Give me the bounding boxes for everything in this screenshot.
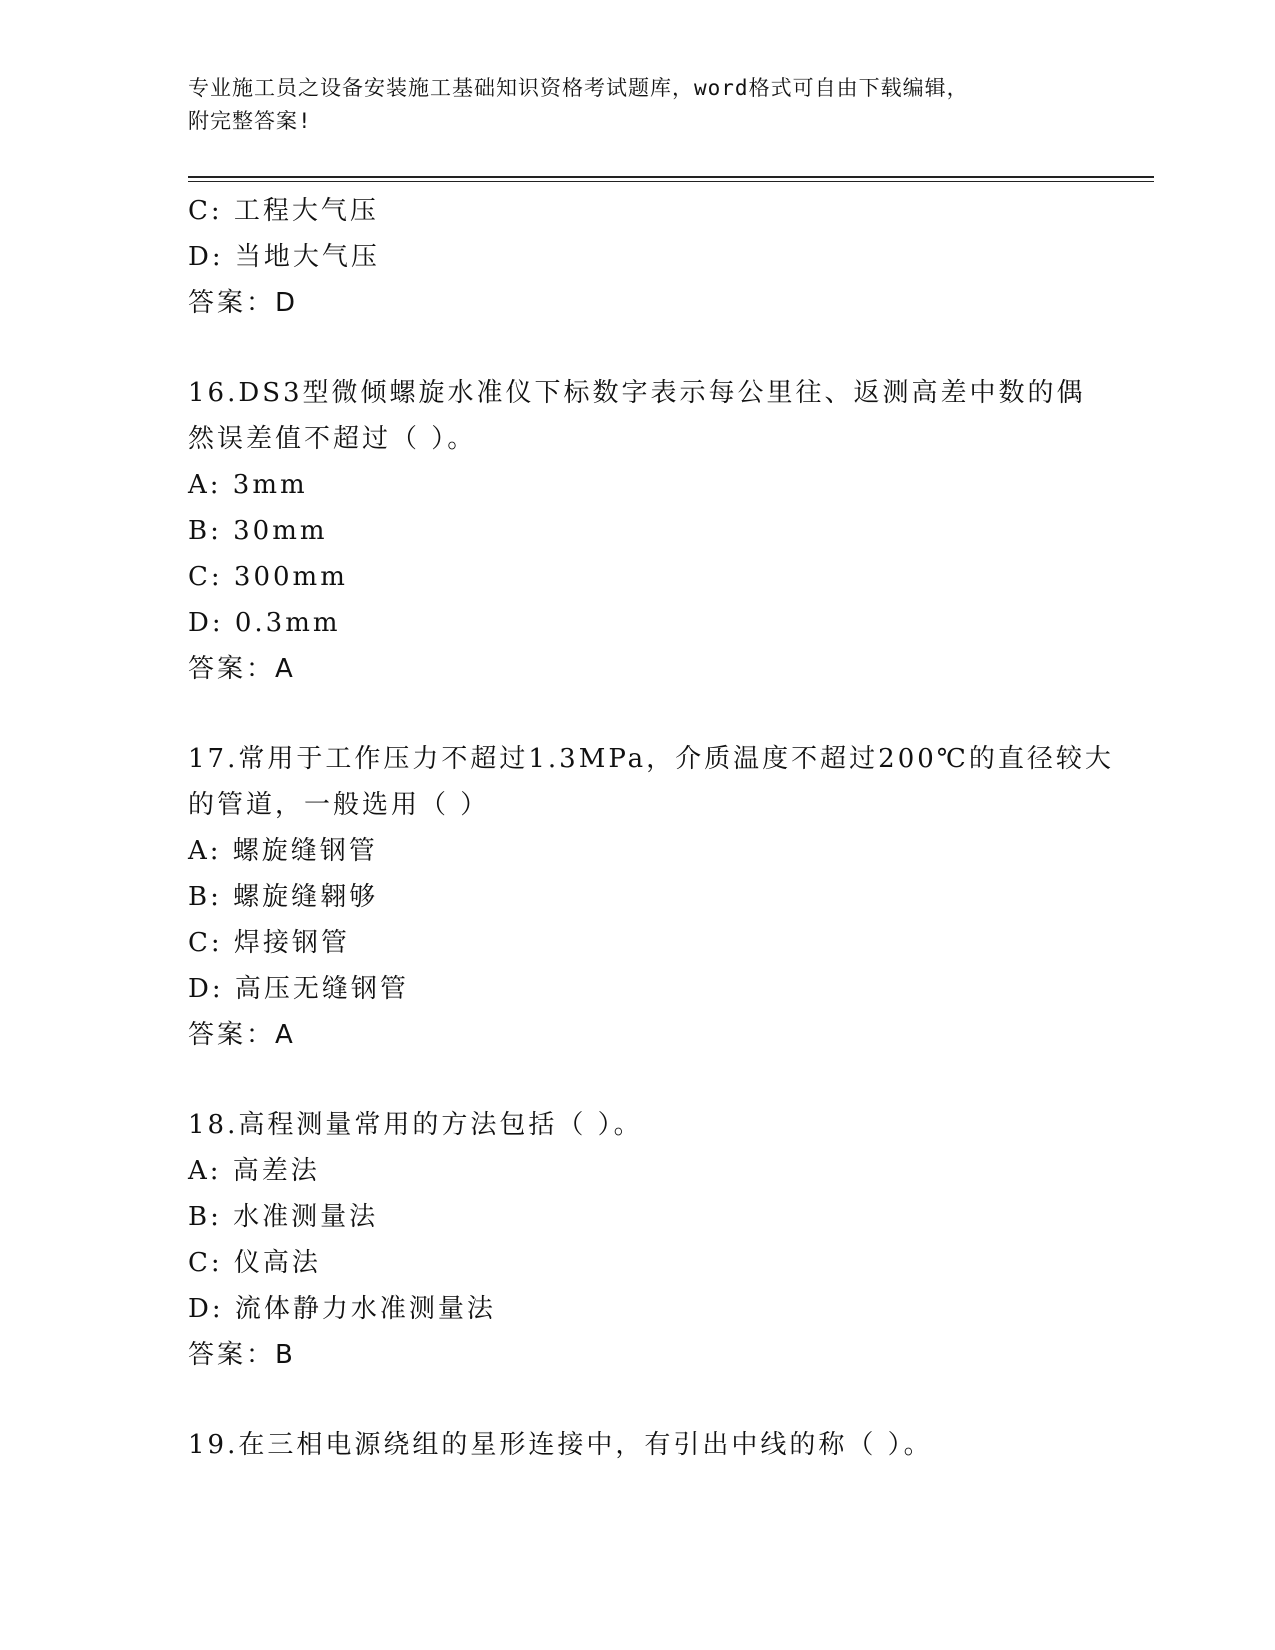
header-divider-thick xyxy=(188,176,1154,178)
option-c: C: 仪高法 xyxy=(188,1248,321,1278)
question-18 xyxy=(188,1102,1088,1378)
option-d: D: 0.3mm xyxy=(188,608,341,638)
question-text-line: 17.常用于工作压力不超过1.3MPa，介质温度不超过200℃的直径较大 xyxy=(188,744,1114,774)
option-d: D: 高压无缝钢管 xyxy=(188,974,409,1004)
option-d: D: 流体静力水准测量法 xyxy=(188,1294,496,1324)
question-19 xyxy=(188,1422,1088,1468)
question-partial xyxy=(188,188,1088,326)
answer-line: 答案：D xyxy=(188,288,299,318)
question-content xyxy=(188,188,1114,1468)
header-line-2: 附完整答案! xyxy=(188,109,312,133)
option-d: D: 当地大气压 xyxy=(188,242,380,272)
option-b: B: 30mm xyxy=(188,516,328,546)
option-c: C: 300mm xyxy=(188,562,348,592)
option-a: A: 高差法 xyxy=(188,1156,320,1186)
option-c: C: 工程大气压 xyxy=(188,196,379,226)
question-text-line: 19.在三相电源绕组的星形连接中，有引出中线的称（ ）。 xyxy=(188,1430,933,1460)
option-a: A: 螺旋缝钢管 xyxy=(188,836,378,866)
document-header xyxy=(188,72,1088,138)
answer-line: 答案：B xyxy=(188,1340,296,1370)
option-b: B: 螺旋缝翱够 xyxy=(188,882,379,912)
question-text-line: 然误差值不超过（ ）。 xyxy=(188,424,477,454)
question-text-line: 18.高程测量常用的方法包括（ ）。 xyxy=(188,1110,643,1140)
header-divider-thin xyxy=(188,181,1154,182)
option-b: B: 水准测量法 xyxy=(188,1202,379,1232)
answer-line: 答案：A xyxy=(188,1020,296,1050)
question-text-line: 16.DS3型微倾螺旋水准仪下标数字表示每公里往、返测高差中数的偶 xyxy=(188,378,1086,408)
option-a: A: 3mm xyxy=(188,470,308,500)
question-16 xyxy=(188,370,1088,692)
option-c: C: 焊接钢管 xyxy=(188,928,350,958)
question-text-line: 的管道，一般选用（ ） xyxy=(188,790,490,820)
question-17 xyxy=(188,736,1114,1058)
header-line-1: 专业施工员之设备安装施工基础知识资格考试题库，word格式可自由下载编辑， xyxy=(188,76,969,100)
answer-line: 答案：A xyxy=(188,654,296,684)
